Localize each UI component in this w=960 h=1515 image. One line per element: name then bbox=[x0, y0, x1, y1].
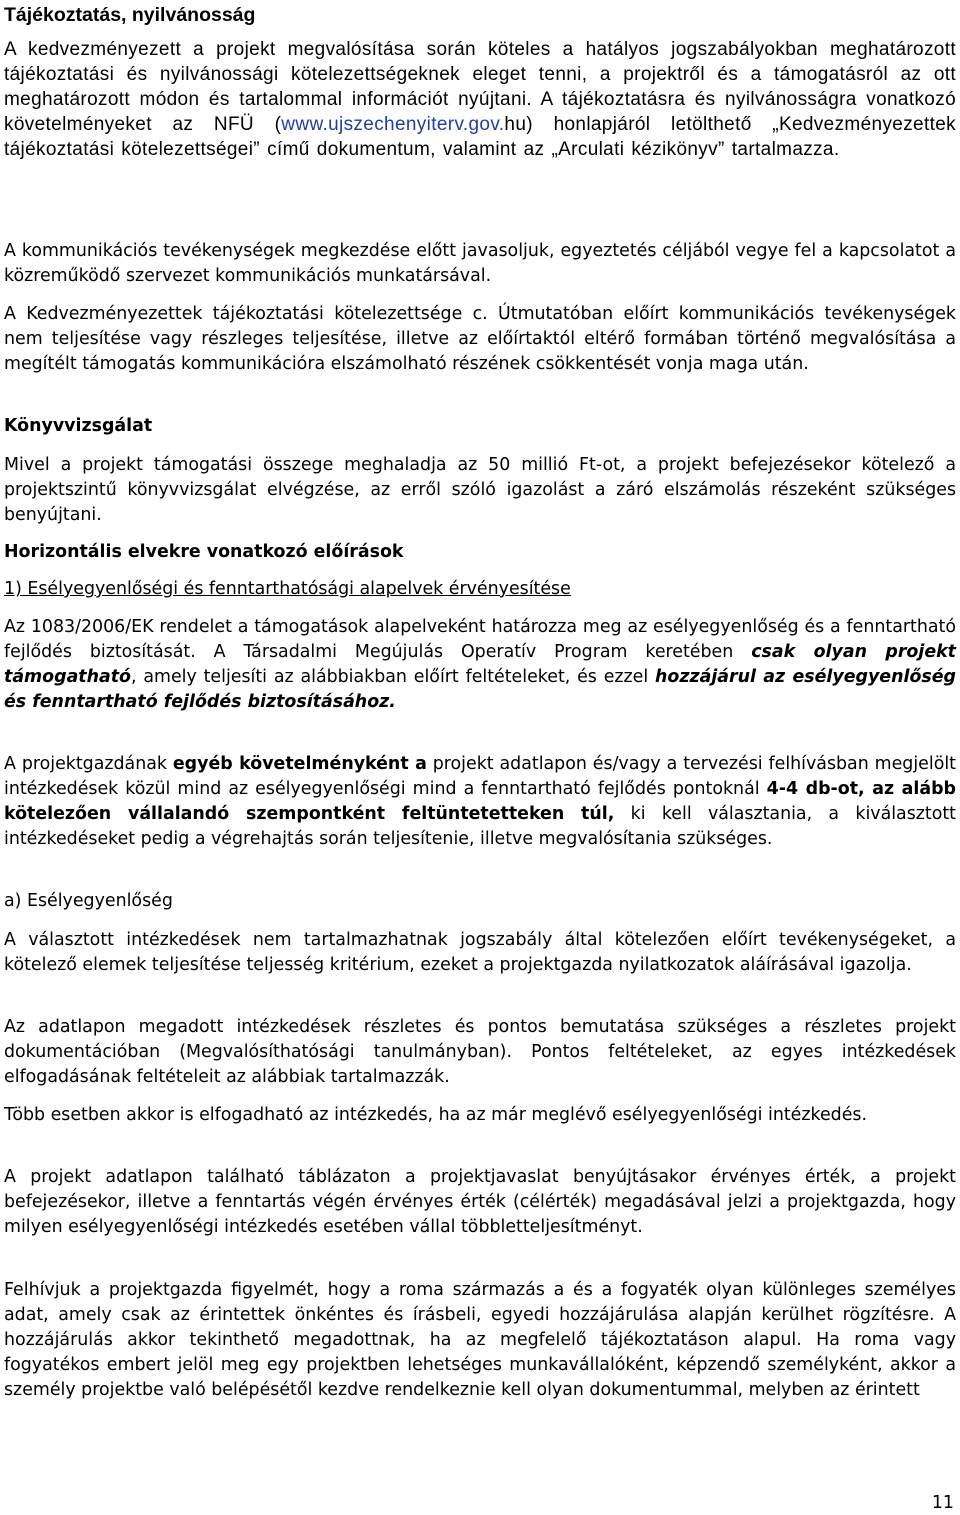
paragraph-felhivjuk: Felhívjuk a projektgazda figyelmét, hogy a roma származás a és a fogyaték olyan különleges személyes adat, amely csak az érintettek önkéntes és írásbeli, egyedi hozzájárulása alapján kerülhet rögzítésre. A hozzájárulás akkor tekinthető megadottnak, ha az megfelelő tájékoztatáson alapul. Ha roma vagy fogyatékos embert jelöl meg egy projektben lehetséges munkavállalóként, képzendő személyként, akkor a személy projektbe való belépésétől kezdve rendelkeznie kell olyan dokumentummal, melyben az érintett bbox=[4, 1280, 956, 1400]
paragraph-valasztott: A választott intézkedések nem tartalmazhatnak jogszabály által kötelezően előírt tevékenységeket, a kötelező elemek teljesítése teljesség kritérium, ezeket a projektgazda nyilatkozatok aláírásával igazolja. bbox=[4, 930, 956, 975]
paragraph-tablazat: A projekt adatlapon található táblázaton a projektjavaslat benyújtásakor érvényes érték, a projekt befejezésekor, illetve a fenntartás végén érvényes érték (célérték) megadásával jelzi a projektgazda, hogy milyen esélyegyenlőségi intézkedés esetében vállal többletteljesítményt. bbox=[4, 1167, 956, 1237]
heading-tajekoztatas: Tájékoztatás, nyilvánosság bbox=[4, 4, 256, 26]
page-number: 11 bbox=[931, 1493, 954, 1513]
p1-text-2: hu) honlapjáról letölthető „Kedvezményezettek tájékoztatási kötelezettségei” című dokumentum, valamint az „Arculati kézikönyv” tartalmazza. bbox=[4, 114, 956, 160]
heading-konyvvizsgalat: Könyvvizsgálat bbox=[4, 416, 153, 436]
paragraph-kommunikacio: A kommunikációs tevékenységek megkezdése előtt javasoljuk, egyeztetés céljából vegye fel a kapcsolatot a közreműködő szervezet kommunikációs munkatársával. bbox=[4, 241, 956, 286]
heading-horizontalis: Horizontális elvekre vonatkozó előírások bbox=[4, 542, 404, 562]
paragraph-rendelet: Az 1083/2006/EK rendelet a támogatások alapelveként határozza meg az esélyegyenlőség és a fenntartható fejlődés biztosítását. A Társadalmi Megújulás Operatív Program keretében csak olyan projekt támogatható, amely teljesíti az alábbiakban előírt feltételeket, és ezzel hozzájárul az esélyegyenlőség és fenntartható fejlődés biztosításához. bbox=[4, 617, 956, 712]
paragraph-adatlap: Az adatlapon megadott intézkedések részletes és pontos bemutatása szükséges a részletes projekt dokumentációban (Megvalósíthatósági tanulmányban). Pontos feltételeket, az egyes intézkedések elfogadásának feltételeit az alábbiak tartalmazzák. bbox=[4, 1017, 956, 1087]
subheading-eselyegyenloseg: a) Esélyegyenlőség bbox=[4, 891, 173, 911]
paragraph-tobb-esetben: Több esetben akkor is elfogadható az intézkedés, ha az már meglévő esélyegyenlőségi intézkedés. bbox=[4, 1105, 867, 1125]
paragraph-projektgazda: A projektgazdának egyéb követelményként a projekt adatlapon és/vagy a tervezési felhívásban megjelölt intézkedések közül mind az esélyegyenlőségi mind a fenntartható fejlődés pontoknál 4-4 db-ot, az alább kötelezően vállalandó szempontként feltüntetetteken túl, ki kell választania, a kiválasztott intézkedéseket pedig a végrehajtás során teljesítenie, illetve megvalósítania szükséges. bbox=[4, 754, 956, 849]
subheading-eselyegyenloseg-fenntarthatosag: 1) Esélyegyenlőségi és fenntarthatósági alapelvek érvényesítése bbox=[4, 579, 571, 599]
nfu-link[interactable]: www.ujszechenyiterv.gov. bbox=[281, 114, 505, 135]
emphasis-csak-olyan: csak olyan projekt támogatható bbox=[4, 642, 956, 687]
paragraph-tajekoztatas bbox=[4, 37, 956, 162]
paragraph-konyvvizsgalat: Mivel a projekt támogatási összege meghaladja az 50 millió Ft-ot, a projekt befejezésekor kötelező a projektszintű könyvvizsgálat elvégzése, az erről szóló igazolást a záró elszámolás részeként szükséges benyújtani. bbox=[4, 455, 956, 525]
emphasis-4-4-db: 4-4 db-ot, az alább kötelezően vállalandó szempontként feltüntetetteken túl, bbox=[4, 779, 956, 824]
p1-text-1: A kedvezményezett a projekt megvalósítása során köteles a hatályos jogszabályokban meghatározott tájékoztatási és nyilvánossági kötelezettségeknek eleget tenni, a projektről és a támogatásról az ott meghatározott módon és tartalommal információt nyújtani. A tájékoztatásra és nyilvánosságra vonatkozó követelményeket az NFÜ ( bbox=[4, 39, 956, 135]
emphasis-hozzajarul: hozzájárul az esélyegyenlőség és fenntartható fejlődés biztosításához. bbox=[4, 667, 956, 712]
emphasis-egyeb: egyéb követelményként a bbox=[172, 754, 427, 774]
paragraph-kotelezettseg: A Kedvezményezettek tájékoztatási kötelezettsége c. Útmutatóban előírt kommunikációs tevékenységek nem teljesítése vagy részleges teljesítése, illetve az előírtaktól eltérő formában történő megvalósítása a megítélt támogatás kommunikációra elszámolható részének csökkentését vonja maga után. bbox=[4, 304, 956, 374]
